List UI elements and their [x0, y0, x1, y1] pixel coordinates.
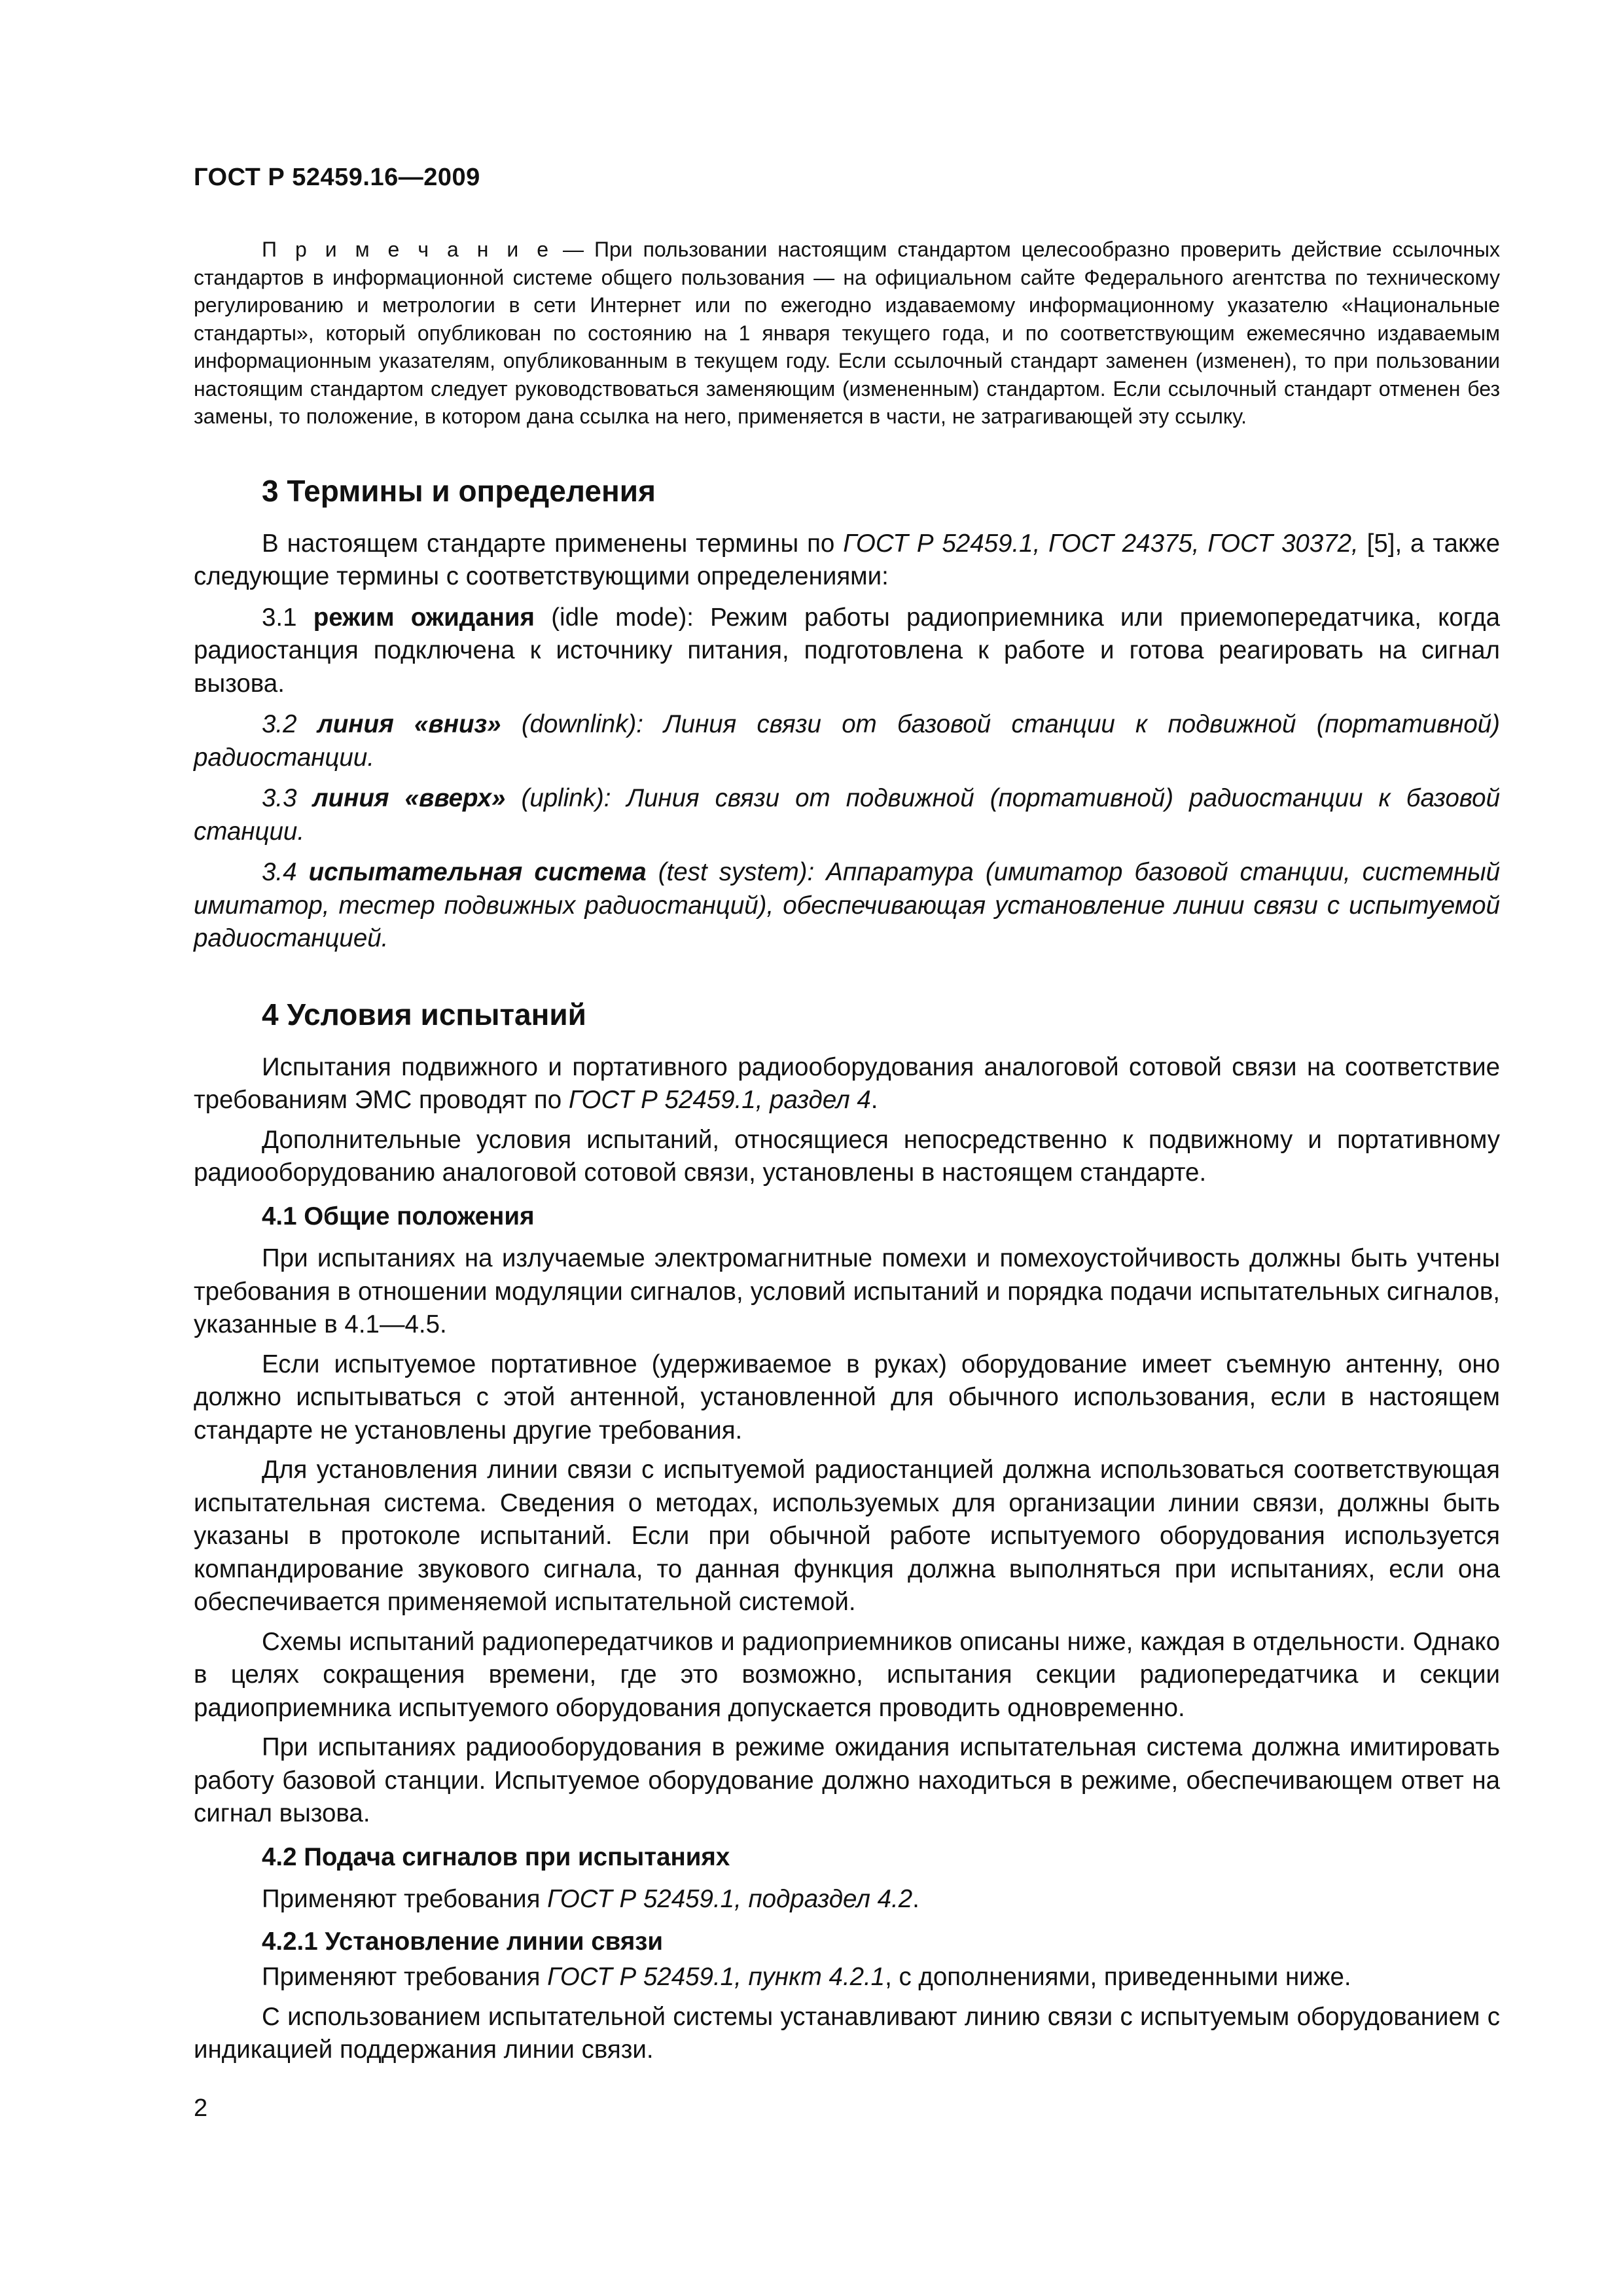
- note-label: П р и м е ч а н и е: [262, 238, 553, 261]
- term-definition: (uplink): Линия связи от подвижной (портативной) радиостанции к базовой станции.: [194, 784, 1500, 846]
- subsection-4-1-heading: 4.1 Общие положения: [262, 1202, 535, 1230]
- term-name: линия «вниз»: [317, 710, 501, 738]
- term-number: 3.4: [262, 858, 309, 886]
- term-3-2: [194, 708, 1500, 774]
- paragraph-text: Применяют требования: [262, 1885, 548, 1913]
- paragraph-text: , с дополнениями, приведенными ниже.: [885, 1963, 1351, 1991]
- term-3-4: [194, 856, 1500, 956]
- term-name: режим ожидания: [313, 603, 535, 632]
- intro-text-a: В настоящем стандарте применены термины по: [262, 529, 844, 558]
- section-4-paragraph-1: [194, 1051, 1500, 1117]
- term-3-3: [194, 782, 1500, 848]
- term-name: линия «вверх»: [312, 784, 506, 812]
- subsection-4-2-1-heading: 4.2.1 Установление линии связи: [262, 1927, 664, 1956]
- subsection-4-1-paragraph: При испытаниях радиооборудования в режиме ожидания испытательная система должна имитировать работу базовой станции. Испытуемое оборудование должно находиться в режиме, обеспечивающем ответ на сигнал вызова.: [194, 1733, 1500, 1827]
- section-3-intro: [194, 528, 1500, 594]
- term-3-1: [194, 601, 1500, 701]
- standard-reference: ГОСТ Р 52459.1, раздел 4: [568, 1086, 871, 1114]
- paragraph-text: Испытания подвижного и портативного радиооборудования аналоговой сотовой связи на соответствие требованиям ЭМС проводят по: [194, 1052, 1500, 1114]
- subsection-4-1-paragraph: При испытаниях на излучаемые электромагнитные помехи и помехоустойчивость должны быть учтены требования в отношении модуляции сигналов, условий испытаний и порядка подачи испытательных сигналов, указанные в 4.1—4.5.: [194, 1244, 1500, 1338]
- subsection-4-2-1-paragraph-2: С использованием испытательной системы устанавливают линию связи с испытуемым оборудованием с индикацией поддержания линии связи.: [194, 2002, 1500, 2064]
- intro-references: ГОСТ Р 52459.1, ГОСТ 24375, ГОСТ 30372,: [843, 529, 1359, 558]
- subsection-4-1-paragraph: Схемы испытаний радиопередатчиков и радиоприемников описаны ниже, каждая в отдельности. Однако в целях сокращения времени, где это возможно, испытания секции радиопередатчика и секции радиоприемника испытуемого оборудования допускается проводить одновременно.: [194, 1627, 1500, 1722]
- term-number: 3.1: [262, 603, 313, 632]
- document-code-header: ГОСТ Р 52459.16—2009: [194, 164, 480, 191]
- section-4-paragraph-2: Дополнительные условия испытаний, относящиеся непосредственно к подвижному и портативному радиооборудованию аналоговой сотовой связи, установлены в настоящем стандарте.: [194, 1125, 1500, 1187]
- page-content: [194, 236, 1500, 2067]
- term-definition: (downlink): Линия связи от базовой станции к подвижной (портативной) радиостанции.: [194, 710, 1501, 772]
- section-3-heading: 3 Термины и определения: [262, 473, 656, 508]
- subsection-4-2-1-paragraph-1: [194, 1961, 1500, 1994]
- section-4-heading: 4 Условия испытаний: [262, 997, 586, 1031]
- term-definition: (test system): Аппаратура (имитатор базовой станции, системный имитатор, тестер подвижных радиостанций), обеспечивающая установление линии связи с испытуемой радиостанцией.: [194, 858, 1501, 952]
- paragraph-text: Применяют требования: [262, 1963, 548, 1991]
- subsection-4-2-heading: 4.2 Подача сигналов при испытаниях: [262, 1842, 730, 1871]
- term-definition: (idle mode): Режим работы радиоприемника или приемопередатчика, когда радиостанция подключена к источнику питания, подготовлена к работе и готова реагировать на сигнал вызова.: [194, 603, 1500, 698]
- note-text: — При пользовании настоящим стандартом целесообразно проверить действие ссылочных стандартов в информационной системе общего пользования — на официальном сайте Федерального агентства по техническому регулированию и метрологии в сети Интернет или по ежегодно издаваемому информационному указателю «Национальные стандарты», который опубликован по состоянию на 1 января текущего года, и по соответствующим ежемесячно издаваемым информационным указателям, опубликованным в текущем году. Если ссылочный стандарт заменен (изменен), то при пользовании настоящим стандартом следует руководствоваться заменяющим (измененным) стандартом. Если ссылочный стандарт отменен без замены, то положение, в котором дана ссылка на него, применяется в части, не затрагивающей эту ссылку.: [194, 238, 1501, 428]
- standard-reference: ГОСТ Р 52459.1, подраздел 4.2: [547, 1885, 913, 1913]
- standard-reference: ГОСТ Р 52459.1, пункт 4.2.1: [547, 1963, 885, 1991]
- term-number: 3.3: [262, 784, 313, 812]
- paragraph-text: .: [912, 1885, 919, 1913]
- subsection-4-1-paragraph: Для установления линии связи с испытуемой радиостанцией должна использоваться соответствующая испытательная система. Сведения о методах, используемых для организации линии связи, должны быть указаны в протоколе испытаний. Если при обычной работе испытуемого оборудования используется компандирование звукового сигнала, то данная функция должна выполняться при испытаниях, если она обеспечивается применяемой испытательной системой.: [194, 1456, 1500, 1616]
- page-number: 2: [194, 2094, 208, 2122]
- subsection-4-2-paragraph: [194, 1883, 1500, 1916]
- subsection-4-1-paragraph: Если испытуемое портативное (удерживаемое в руках) оборудование имеет съемную антенну, оно должно испытываться с этой антенной, установленной для обычного использования, если в настоящем стандарте не установлены другие требования.: [194, 1350, 1500, 1444]
- paragraph-text: .: [870, 1086, 878, 1114]
- term-number: 3.2: [262, 710, 317, 738]
- note-paragraph: [194, 236, 1500, 431]
- intro-text-b: [5], а также следующие термины с соответствующими определениями:: [194, 529, 1500, 590]
- term-name: испытательная система: [308, 858, 647, 886]
